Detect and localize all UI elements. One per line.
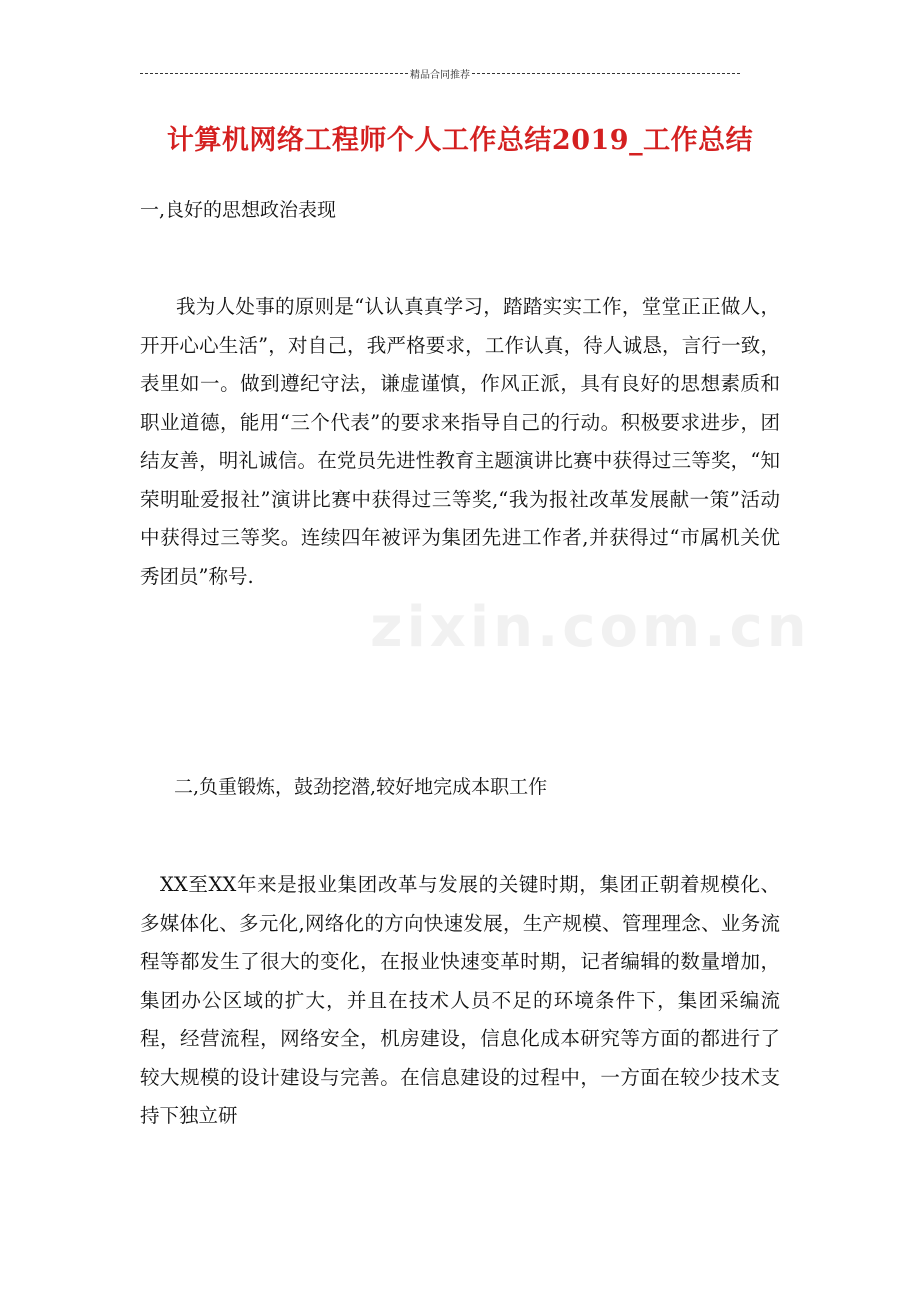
watermark: zixin.com.cn bbox=[370, 595, 811, 660]
header-label: 精品合同推荐 bbox=[410, 70, 470, 81]
header-rule bbox=[140, 66, 740, 81]
header-dash-left bbox=[140, 73, 408, 74]
section-1-heading: 一,良好的思想政治表现 bbox=[140, 199, 337, 221]
section-2-heading: 二,负重锻炼，鼓劲挖潜,较好地完成本职工作 bbox=[174, 776, 548, 798]
document-title: 计算机网络工程师个人工作总结2019_工作总结 bbox=[166, 125, 754, 156]
section-2-paragraph: XX至XX年来是报业集团改革与发展的关键时期，集团正朝着规模化、多媒体化、多元化,网络化的方向快速发展，生产规模、管理理念、业务流程等都发生了很大的变化，在报业快速变革时期，记者编辑的数量增加，集团办公区域的扩大，并且在技术人员不足的环境条件下，集团采编流程，经营流程，网络安全，机房建设，信息化成本研究等方面的都进行了较大规模的设计建设与完善。在信息建设的过程中，一方面在较少技术支持下独立研 bbox=[140, 873, 780, 1127]
header-dash-right bbox=[472, 73, 740, 74]
section-1-paragraph: 我为人处事的原则是“认认真真学习，踏踏实实工作，堂堂正正做人，开开心心生活”，对自己，我严格要求，工作认真，待人诚恳，言行一致，表里如一。做到遵纪守法，谦虚谨慎，作风正派，具有良好的思想素质和职业道德，能用“三个代表”的要求来指导自己的行动。积极要求进步，团结友善，明礼诚信。在党员先进性教育主题演讲比赛中获得过三等奖，“知荣明耻爱报社”演讲比赛中获得过三等奖,“我为报社改革发展献一策”活动中获得过三等奖。连续四年被评为集团先进工作者,并获得过“市属机关优秀团员”称号. bbox=[140, 295, 780, 588]
